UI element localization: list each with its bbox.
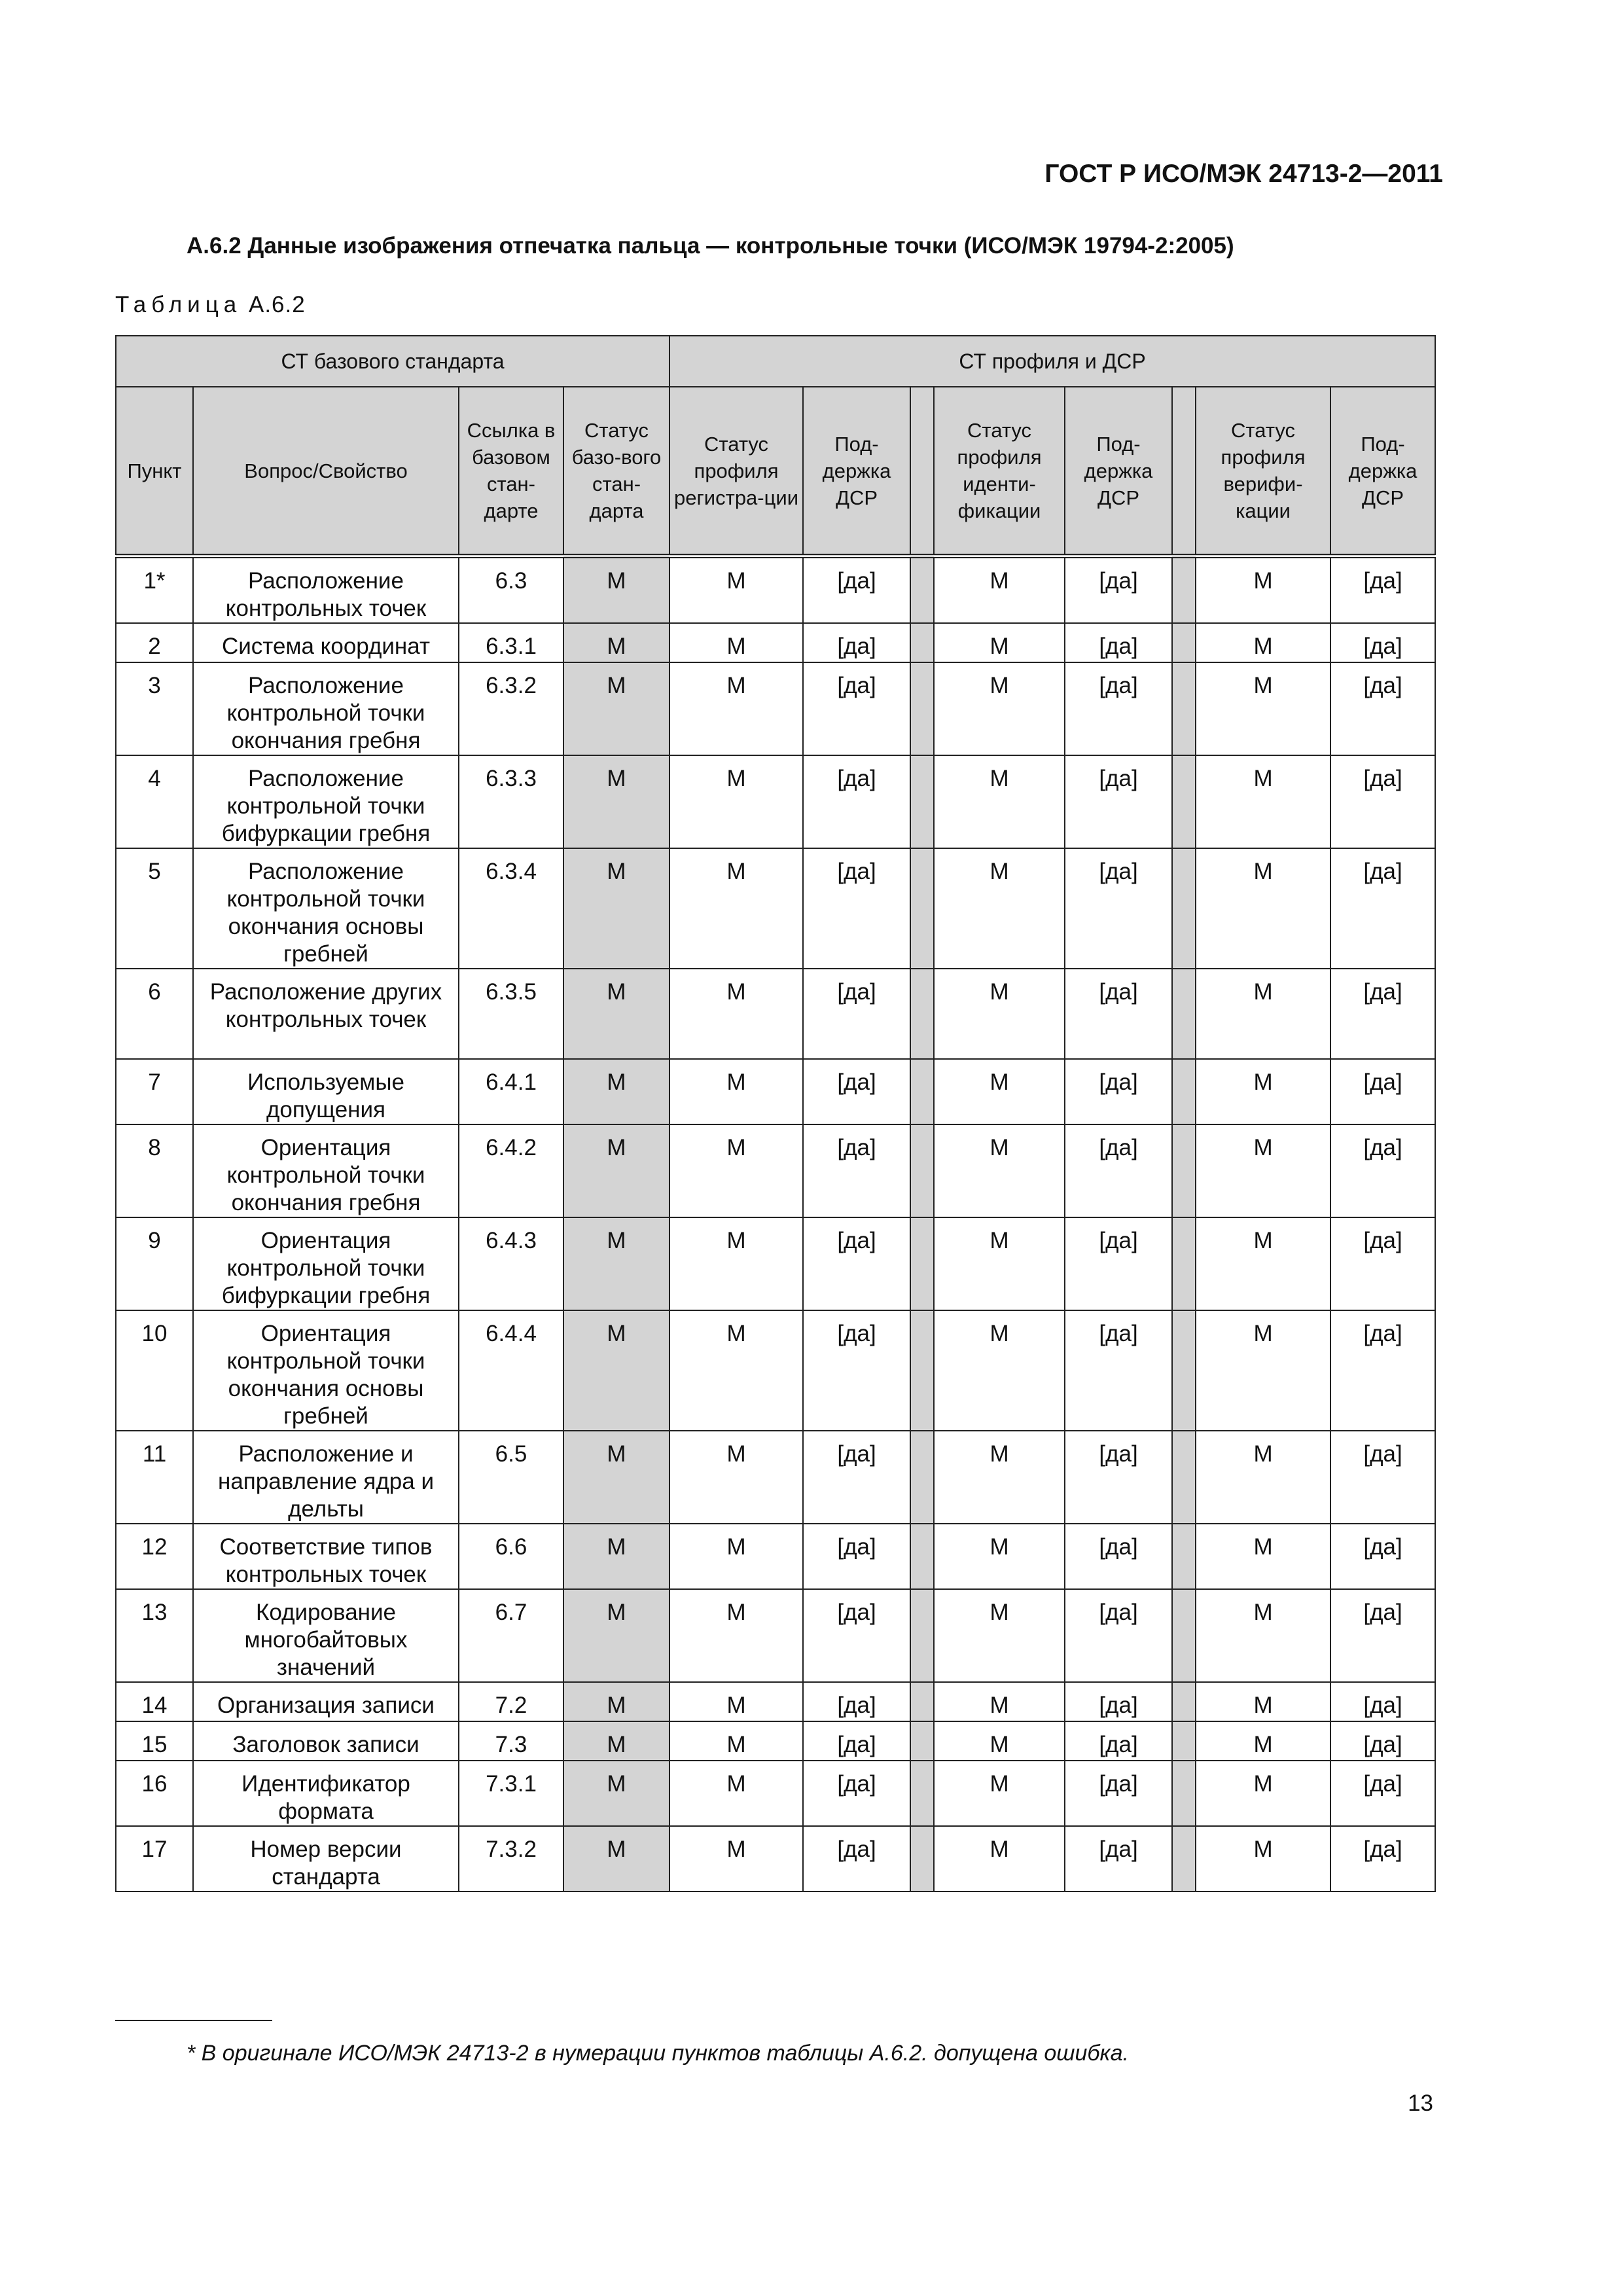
cell-ident-status: M <box>934 1682 1065 1721</box>
cell-reg-support: [да] <box>803 848 910 969</box>
cell-ident-support: [да] <box>1065 1589 1172 1682</box>
footnote-divider <box>115 2020 272 2021</box>
cell-reg-support: [да] <box>803 1059 910 1124</box>
col-header-item: Пункт <box>116 387 193 556</box>
cell-reg-support: [да] <box>803 1524 910 1589</box>
col-separator <box>910 1431 934 1524</box>
cell-ident-status: M <box>934 1431 1065 1524</box>
cell-verif-status: M <box>1196 1217 1330 1310</box>
cell-question: Расположение и направление ядра и дельты <box>193 1431 459 1524</box>
cell-reg-status: M <box>669 1217 803 1310</box>
cell-question: Ориентация контрольной точки окончания основы гребней <box>193 1310 459 1431</box>
cell-item: 17 <box>116 1826 193 1892</box>
cell-question: Расположение контрольных точек <box>193 556 459 624</box>
cell-ident-support: [да] <box>1065 755 1172 848</box>
document-code: ГОСТ Р ИСО/МЭК 24713-2—2011 <box>1044 160 1443 188</box>
cell-ref: 6.6 <box>459 1524 563 1589</box>
cell-ident-support: [да] <box>1065 1124 1172 1217</box>
requirements-table <box>115 335 1436 1892</box>
cell-item: 6 <box>116 969 193 1059</box>
cell-reg-status: M <box>669 755 803 848</box>
cell-reg-support: [да] <box>803 1589 910 1682</box>
cell-reg-status: M <box>669 1682 803 1721</box>
cell-ident-support: [да] <box>1065 1310 1172 1431</box>
cell-question: Ориентация контрольной точки окончания гребня <box>193 1124 459 1217</box>
group-header-row <box>116 336 1435 387</box>
col-separator <box>1172 1761 1196 1826</box>
cell-question: Ориентация контрольной точки бифуркации гребня <box>193 1217 459 1310</box>
cell-verif-support: [да] <box>1330 1761 1435 1826</box>
table-row <box>116 1682 1435 1721</box>
cell-ident-support: [да] <box>1065 1826 1172 1892</box>
cell-ref: 6.3 <box>459 556 563 624</box>
table-row <box>116 1721 1435 1761</box>
table-row <box>116 1217 1435 1310</box>
cell-ident-support: [да] <box>1065 969 1172 1059</box>
cell-item: 11 <box>116 1431 193 1524</box>
cell-reg-status: M <box>669 848 803 969</box>
cell-ident-support: [да] <box>1065 1761 1172 1826</box>
cell-reg-status: M <box>669 623 803 662</box>
cell-ident-status: M <box>934 1826 1065 1892</box>
cell-question: Используемые допущения <box>193 1059 459 1124</box>
col-header-question: Вопрос/Свойство <box>193 387 459 556</box>
table-row <box>116 1059 1435 1124</box>
group-header-base: СТ базового стандарта <box>116 336 669 387</box>
cell-ident-status: M <box>934 1124 1065 1217</box>
col-header-base-status: Статус базо-вого стан-дарта <box>563 387 669 556</box>
cell-ident-support: [да] <box>1065 1431 1172 1524</box>
cell-reg-support: [да] <box>803 1310 910 1431</box>
cell-item: 14 <box>116 1682 193 1721</box>
cell-verif-support: [да] <box>1330 1721 1435 1761</box>
cell-verif-status: M <box>1196 1682 1330 1721</box>
cell-reg-support: [да] <box>803 1721 910 1761</box>
cell-reg-support: [да] <box>803 1826 910 1892</box>
col-separator <box>1172 1721 1196 1761</box>
cell-base-status: M <box>563 848 669 969</box>
table-row <box>116 1431 1435 1524</box>
cell-base-status: M <box>563 1059 669 1124</box>
cell-verif-status: M <box>1196 556 1330 624</box>
col-separator <box>1172 1589 1196 1682</box>
cell-reg-status: M <box>669 556 803 624</box>
cell-verif-status: M <box>1196 848 1330 969</box>
cell-ident-status: M <box>934 662 1065 755</box>
cell-verif-support: [да] <box>1330 1217 1435 1310</box>
cell-verif-support: [да] <box>1330 1124 1435 1217</box>
col-separator <box>1172 1524 1196 1589</box>
cell-ident-support: [да] <box>1065 623 1172 662</box>
cell-ref: 6.4.3 <box>459 1217 563 1310</box>
cell-ident-status: M <box>934 1217 1065 1310</box>
col-separator <box>1172 1826 1196 1892</box>
cell-base-status: M <box>563 1682 669 1721</box>
cell-reg-status: M <box>669 1124 803 1217</box>
cell-item: 4 <box>116 755 193 848</box>
cell-ref: 6.7 <box>459 1589 563 1682</box>
col-separator <box>910 623 934 662</box>
footnote: * В оригинале ИСО/МЭК 24713-2 в нумерации пунктов таблицы А.6.2. допущена ошибка. <box>187 2041 1129 2066</box>
cell-ref: 7.2 <box>459 1682 563 1721</box>
cell-verif-support: [да] <box>1330 848 1435 969</box>
cell-verif-status: M <box>1196 623 1330 662</box>
col-separator <box>910 1524 934 1589</box>
col-separator <box>910 1589 934 1682</box>
cell-ref: 6.3.1 <box>459 623 563 662</box>
cell-base-status: M <box>563 556 669 624</box>
cell-base-status: M <box>563 1431 669 1524</box>
cell-question: Соответствие типов контрольных точек <box>193 1524 459 1589</box>
cell-question: Расположение контрольной точки бифуркации гребня <box>193 755 459 848</box>
cell-ident-support: [да] <box>1065 1721 1172 1761</box>
cell-ident-support: [да] <box>1065 1217 1172 1310</box>
col-separator <box>910 1124 934 1217</box>
cell-ident-support: [да] <box>1065 848 1172 969</box>
table-row <box>116 848 1435 969</box>
cell-question: Номер версии стандарта <box>193 1826 459 1892</box>
col-separator <box>910 387 934 556</box>
cell-base-status: M <box>563 1524 669 1589</box>
col-separator <box>910 1217 934 1310</box>
col-separator <box>910 1761 934 1826</box>
table-row <box>116 1124 1435 1217</box>
cell-ref: 6.5 <box>459 1431 563 1524</box>
cell-ref: 7.3.1 <box>459 1761 563 1826</box>
cell-base-status: M <box>563 1589 669 1682</box>
col-separator <box>1172 623 1196 662</box>
col-separator <box>910 1826 934 1892</box>
cell-ref: 6.3.4 <box>459 848 563 969</box>
table-row <box>116 1310 1435 1431</box>
cell-item: 3 <box>116 662 193 755</box>
cell-verif-status: M <box>1196 755 1330 848</box>
cell-reg-support: [да] <box>803 1124 910 1217</box>
table-caption-word: Таблица <box>115 292 242 317</box>
cell-verif-status: M <box>1196 1431 1330 1524</box>
col-separator <box>1172 662 1196 755</box>
cell-reg-status: M <box>669 1721 803 1761</box>
col-separator <box>910 556 934 624</box>
cell-ref: 7.3.2 <box>459 1826 563 1892</box>
table-row <box>116 1826 1435 1892</box>
cell-reg-support: [да] <box>803 969 910 1059</box>
cell-item: 1* <box>116 556 193 624</box>
cell-question: Заголовок записи <box>193 1721 459 1761</box>
cell-reg-status: M <box>669 1826 803 1892</box>
page-number: 13 <box>1408 2090 1433 2116</box>
cell-item: 9 <box>116 1217 193 1310</box>
col-separator <box>910 1721 934 1761</box>
cell-item: 10 <box>116 1310 193 1431</box>
col-separator <box>1172 556 1196 624</box>
cell-verif-status: M <box>1196 1721 1330 1761</box>
cell-reg-status: M <box>669 1761 803 1826</box>
table-row <box>116 969 1435 1059</box>
cell-verif-support: [да] <box>1330 556 1435 624</box>
cell-ident-status: M <box>934 969 1065 1059</box>
cell-verif-status: M <box>1196 969 1330 1059</box>
cell-base-status: M <box>563 755 669 848</box>
cell-question: Идентификатор формата <box>193 1761 459 1826</box>
table-row <box>116 662 1435 755</box>
cell-item: 16 <box>116 1761 193 1826</box>
col-header-reg-support: Под-держка ДСР <box>803 387 910 556</box>
col-separator <box>1172 755 1196 848</box>
table-row <box>116 1761 1435 1826</box>
cell-verif-support: [да] <box>1330 623 1435 662</box>
cell-question: Система координат <box>193 623 459 662</box>
col-separator <box>910 755 934 848</box>
cell-item: 5 <box>116 848 193 969</box>
col-separator <box>910 662 934 755</box>
cell-verif-support: [да] <box>1330 1431 1435 1524</box>
col-separator <box>1172 969 1196 1059</box>
cell-item: 12 <box>116 1524 193 1589</box>
cell-ident-status: M <box>934 556 1065 624</box>
cell-ref: 6.4.4 <box>459 1310 563 1431</box>
cell-ident-status: M <box>934 755 1065 848</box>
cell-base-status: M <box>563 1721 669 1761</box>
cell-ident-support: [да] <box>1065 1524 1172 1589</box>
col-separator <box>1172 387 1196 556</box>
cell-item: 7 <box>116 1059 193 1124</box>
col-separator <box>1172 1431 1196 1524</box>
cell-reg-support: [да] <box>803 1682 910 1721</box>
cell-verif-status: M <box>1196 1124 1330 1217</box>
cell-reg-status: M <box>669 1431 803 1524</box>
cell-base-status: M <box>563 1124 669 1217</box>
cell-item: 13 <box>116 1589 193 1682</box>
cell-ident-status: M <box>934 1524 1065 1589</box>
cell-verif-status: M <box>1196 662 1330 755</box>
cell-reg-status: M <box>669 1310 803 1431</box>
cell-verif-support: [да] <box>1330 755 1435 848</box>
col-separator <box>910 969 934 1059</box>
cell-base-status: M <box>563 662 669 755</box>
col-header-verif-support: Под-держка ДСР <box>1330 387 1435 556</box>
cell-ident-status: M <box>934 1589 1065 1682</box>
cell-reg-status: M <box>669 1524 803 1589</box>
cell-ref: 7.3 <box>459 1721 563 1761</box>
cell-ref: 6.4.2 <box>459 1124 563 1217</box>
cell-ident-status: M <box>934 623 1065 662</box>
cell-ident-status: M <box>934 1721 1065 1761</box>
cell-question: Расположение контрольной точки окончания гребня <box>193 662 459 755</box>
col-separator <box>1172 848 1196 969</box>
cell-ident-support: [да] <box>1065 1682 1172 1721</box>
cell-verif-support: [да] <box>1330 1524 1435 1589</box>
table-row <box>116 556 1435 624</box>
cell-verif-support: [да] <box>1330 1589 1435 1682</box>
cell-ref: 6.3.3 <box>459 755 563 848</box>
col-header-ident-support: Под-держка ДСР <box>1065 387 1172 556</box>
cell-ident-support: [да] <box>1065 662 1172 755</box>
cell-base-status: M <box>563 1217 669 1310</box>
cell-reg-support: [да] <box>803 1761 910 1826</box>
cell-ref: 6.3.2 <box>459 662 563 755</box>
table-row <box>116 755 1435 848</box>
cell-base-status: M <box>563 1310 669 1431</box>
cell-base-status: M <box>563 623 669 662</box>
cell-reg-status: M <box>669 1589 803 1682</box>
cell-question: Расположение других контрольных точек <box>193 969 459 1059</box>
table-row <box>116 623 1435 662</box>
col-separator <box>910 1059 934 1124</box>
cell-ref: 6.3.5 <box>459 969 563 1059</box>
cell-reg-support: [да] <box>803 1431 910 1524</box>
col-header-reg-status: Статус профиля регистра-ции <box>669 387 803 556</box>
cell-reg-support: [да] <box>803 556 910 624</box>
cell-base-status: M <box>563 1761 669 1826</box>
cell-reg-status: M <box>669 662 803 755</box>
cell-verif-status: M <box>1196 1589 1330 1682</box>
section-title: А.6.2 Данные изображения отпечатка пальца — контрольные точки (ИСО/МЭК 19794-2:2005) <box>187 233 1234 259</box>
cell-ident-support: [да] <box>1065 1059 1172 1124</box>
table-caption-number: А.6.2 <box>248 292 306 317</box>
cell-base-status: M <box>563 969 669 1059</box>
cell-verif-status: M <box>1196 1059 1330 1124</box>
cell-ref: 6.4.1 <box>459 1059 563 1124</box>
cell-reg-status: M <box>669 1059 803 1124</box>
cell-ident-status: M <box>934 1310 1065 1431</box>
col-separator <box>1172 1310 1196 1431</box>
table-caption <box>115 292 306 318</box>
cell-question: Кодирование многобайтовых значений <box>193 1589 459 1682</box>
cell-ident-status: M <box>934 1761 1065 1826</box>
cell-item: 8 <box>116 1124 193 1217</box>
cell-verif-status: M <box>1196 1761 1330 1826</box>
cell-reg-status: M <box>669 969 803 1059</box>
table-body <box>116 556 1435 1892</box>
col-header-verif-status: Статус профиля верифи-кации <box>1196 387 1330 556</box>
table-row <box>116 1589 1435 1682</box>
cell-verif-support: [да] <box>1330 1826 1435 1892</box>
col-separator <box>910 1310 934 1431</box>
cell-verif-status: M <box>1196 1826 1330 1892</box>
cell-verif-support: [да] <box>1330 1059 1435 1124</box>
cell-verif-support: [да] <box>1330 1682 1435 1721</box>
col-separator <box>1172 1217 1196 1310</box>
cell-question: Расположение контрольной точки окончания основы гребней <box>193 848 459 969</box>
cell-ident-status: M <box>934 848 1065 969</box>
col-separator <box>910 848 934 969</box>
table-row <box>116 1524 1435 1589</box>
col-header-ident-status: Статус профиля иденти-фикации <box>934 387 1065 556</box>
cell-reg-support: [да] <box>803 1217 910 1310</box>
cell-ident-status: M <box>934 1059 1065 1124</box>
cell-reg-support: [да] <box>803 623 910 662</box>
cell-question: Организация записи <box>193 1682 459 1721</box>
cell-verif-status: M <box>1196 1310 1330 1431</box>
col-separator <box>1172 1124 1196 1217</box>
column-header-row <box>116 387 1435 556</box>
col-separator <box>1172 1059 1196 1124</box>
cell-item: 2 <box>116 623 193 662</box>
cell-verif-support: [да] <box>1330 662 1435 755</box>
cell-reg-support: [да] <box>803 755 910 848</box>
cell-item: 15 <box>116 1721 193 1761</box>
cell-verif-support: [да] <box>1330 969 1435 1059</box>
col-separator <box>910 1682 934 1721</box>
col-header-ref: Ссылка в базовом стан-дарте <box>459 387 563 556</box>
group-header-profile: СТ профиля и ДСР <box>669 336 1435 387</box>
cell-verif-status: M <box>1196 1524 1330 1589</box>
cell-base-status: M <box>563 1826 669 1892</box>
cell-verif-support: [да] <box>1330 1310 1435 1431</box>
cell-reg-support: [да] <box>803 662 910 755</box>
col-separator <box>1172 1682 1196 1721</box>
cell-ident-support: [да] <box>1065 556 1172 624</box>
